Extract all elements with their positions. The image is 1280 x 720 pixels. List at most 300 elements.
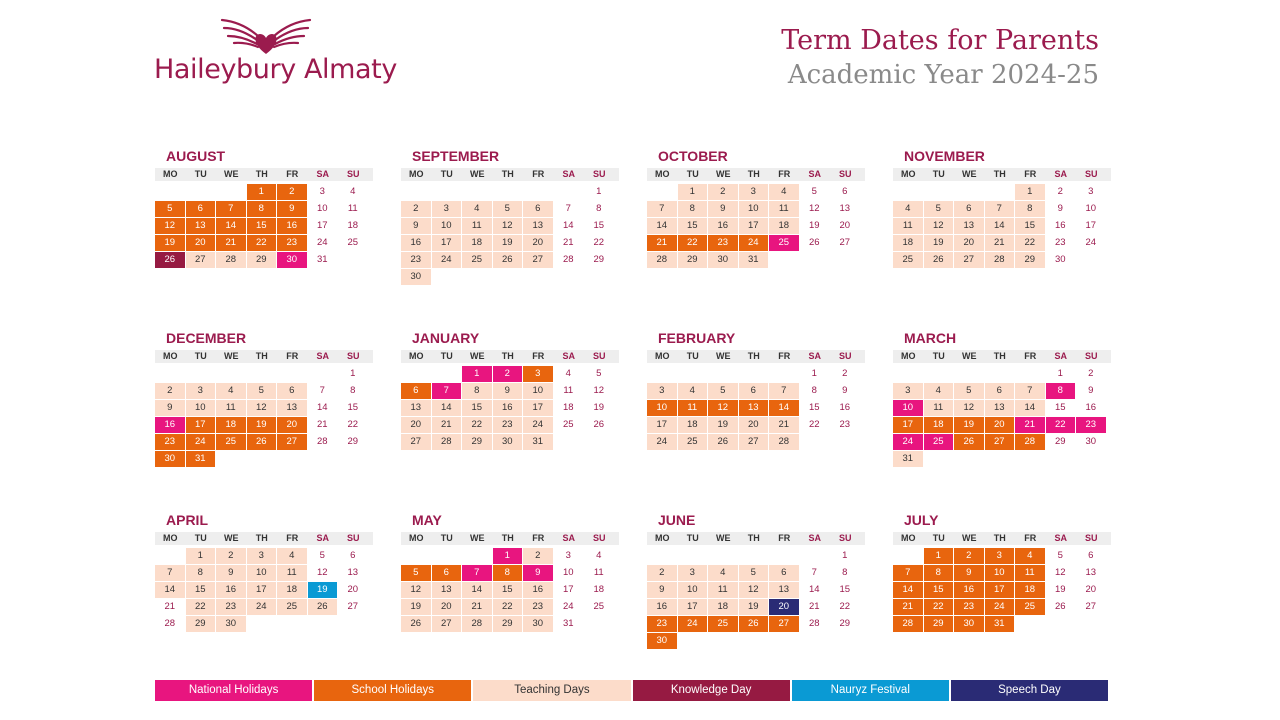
weekday-label: MO xyxy=(655,533,670,543)
weekday-label: MO xyxy=(409,533,424,543)
day-cell: 29 xyxy=(247,252,278,268)
week-row xyxy=(401,235,619,252)
day-cell: 18 xyxy=(277,582,308,598)
week-row xyxy=(155,235,373,252)
day-cell: 5 xyxy=(584,366,615,382)
day-cell: 28 xyxy=(462,616,493,632)
day-cell: 26 xyxy=(584,417,615,433)
week-row xyxy=(155,565,373,582)
day-cell: 13 xyxy=(830,201,861,217)
weekday-header xyxy=(401,350,619,363)
day-cell: 3 xyxy=(739,184,770,200)
day-cell: 23 xyxy=(277,235,308,251)
day-cell: 21 xyxy=(800,599,831,615)
empty-day-cell xyxy=(1015,366,1046,382)
day-cell: 12 xyxy=(800,201,831,217)
day-cell: 2 xyxy=(954,548,985,564)
weekday-label: TH xyxy=(255,169,268,179)
week-row xyxy=(401,400,619,417)
day-cell: 4 xyxy=(893,201,924,217)
day-cell: 17 xyxy=(678,599,709,615)
weekday-label: SU xyxy=(1084,169,1098,179)
month-name: JUNE xyxy=(658,512,696,528)
month-days xyxy=(401,184,619,286)
weekday-label: TH xyxy=(747,351,760,361)
day-cell: 19 xyxy=(155,235,186,251)
day-cell: 10 xyxy=(985,565,1016,581)
month-august xyxy=(155,146,373,269)
weekday-label: MO xyxy=(655,169,670,179)
empty-day-cell xyxy=(954,184,985,200)
weekday-label: FR xyxy=(286,169,299,179)
day-cell: 10 xyxy=(647,400,678,416)
week-row xyxy=(647,599,865,616)
day-cell: 3 xyxy=(308,184,339,200)
day-cell: 2 xyxy=(493,366,524,382)
day-cell: 13 xyxy=(523,218,554,234)
empty-day-cell xyxy=(401,548,432,564)
week-row xyxy=(647,383,865,400)
day-cell: 2 xyxy=(401,201,432,217)
day-cell: 27 xyxy=(186,252,217,268)
empty-day-cell xyxy=(1076,616,1107,632)
day-cell: 2 xyxy=(155,383,186,399)
empty-day-cell xyxy=(1015,616,1046,632)
day-cell: 7 xyxy=(554,201,585,217)
day-cell: 9 xyxy=(155,400,186,416)
weekday-label: SA xyxy=(562,351,575,361)
day-cell: 2 xyxy=(216,548,247,564)
empty-day-cell xyxy=(800,633,831,649)
weekday-label: TH xyxy=(501,351,514,361)
day-cell: 17 xyxy=(554,582,585,598)
week-row xyxy=(155,252,373,269)
day-cell: 1 xyxy=(186,548,217,564)
empty-day-cell xyxy=(277,616,308,632)
day-cell: 3 xyxy=(893,383,924,399)
weekday-label: MO xyxy=(163,533,178,543)
weekday-label: SA xyxy=(808,351,821,361)
day-cell: 10 xyxy=(432,218,463,234)
day-cell: 14 xyxy=(216,218,247,234)
day-cell: 23 xyxy=(155,434,186,450)
empty-day-cell xyxy=(247,451,278,467)
day-cell: 14 xyxy=(462,582,493,598)
day-cell: 16 xyxy=(493,400,524,416)
empty-day-cell xyxy=(708,548,739,564)
day-cell: 28 xyxy=(893,616,924,632)
week-row xyxy=(155,548,373,565)
week-row xyxy=(647,235,865,252)
day-cell: 12 xyxy=(584,383,615,399)
day-cell: 19 xyxy=(800,218,831,234)
week-row xyxy=(647,252,865,269)
day-cell: 29 xyxy=(493,616,524,632)
day-cell: 31 xyxy=(523,434,554,450)
week-row xyxy=(401,548,619,565)
day-cell: 7 xyxy=(155,565,186,581)
day-cell: 13 xyxy=(432,582,463,598)
day-cell: 27 xyxy=(985,434,1016,450)
day-cell: 2 xyxy=(647,565,678,581)
weekday-label: TH xyxy=(747,533,760,543)
weekday-label: SA xyxy=(1054,533,1067,543)
empty-day-cell xyxy=(216,366,247,382)
day-cell: 5 xyxy=(708,383,739,399)
day-cell: 24 xyxy=(1076,235,1107,251)
day-cell: 22 xyxy=(338,417,369,433)
month-january xyxy=(401,328,619,451)
day-cell: 21 xyxy=(1015,417,1046,433)
day-cell: 13 xyxy=(954,218,985,234)
day-cell: 24 xyxy=(523,417,554,433)
day-cell: 23 xyxy=(708,235,739,251)
day-cell: 24 xyxy=(985,599,1016,615)
day-cell: 11 xyxy=(1015,565,1046,581)
month-days xyxy=(647,184,865,269)
day-cell: 30 xyxy=(647,633,678,649)
day-cell: 23 xyxy=(401,252,432,268)
empty-day-cell xyxy=(800,434,831,450)
day-cell: 28 xyxy=(647,252,678,268)
day-cell: 30 xyxy=(1076,434,1107,450)
day-cell: 30 xyxy=(493,434,524,450)
empty-day-cell xyxy=(308,616,339,632)
day-cell: 30 xyxy=(401,269,432,285)
day-cell: 2 xyxy=(1076,366,1107,382)
empty-day-cell xyxy=(647,366,678,382)
empty-day-cell xyxy=(155,548,186,564)
week-row xyxy=(647,434,865,451)
day-cell: 27 xyxy=(954,252,985,268)
month-days xyxy=(155,366,373,468)
day-cell: 21 xyxy=(462,599,493,615)
weekday-header xyxy=(647,168,865,181)
weekday-label: TH xyxy=(501,533,514,543)
day-cell: 31 xyxy=(308,252,339,268)
day-cell: 17 xyxy=(308,218,339,234)
day-cell: 21 xyxy=(554,235,585,251)
empty-day-cell xyxy=(493,269,524,285)
day-cell: 16 xyxy=(216,582,247,598)
day-cell: 30 xyxy=(708,252,739,268)
empty-day-cell xyxy=(739,548,770,564)
week-row xyxy=(647,417,865,434)
day-cell: 8 xyxy=(584,201,615,217)
day-cell: 14 xyxy=(432,400,463,416)
day-cell: 25 xyxy=(338,235,369,251)
day-cell: 12 xyxy=(308,565,339,581)
day-cell: 22 xyxy=(800,417,831,433)
day-cell: 18 xyxy=(924,417,955,433)
weekday-label: FR xyxy=(532,533,545,543)
month-july xyxy=(893,510,1111,633)
day-cell: 17 xyxy=(523,400,554,416)
day-cell: 6 xyxy=(523,201,554,217)
weekday-label: SA xyxy=(316,169,329,179)
day-cell: 13 xyxy=(277,400,308,416)
week-row xyxy=(893,201,1111,218)
day-cell: 16 xyxy=(523,582,554,598)
day-cell: 21 xyxy=(893,599,924,615)
day-cell: 19 xyxy=(954,417,985,433)
day-cell: 4 xyxy=(1015,548,1046,564)
week-row xyxy=(647,616,865,633)
week-row xyxy=(647,201,865,218)
day-cell: 7 xyxy=(308,383,339,399)
day-cell: 30 xyxy=(216,616,247,632)
day-cell: 10 xyxy=(186,400,217,416)
empty-day-cell xyxy=(924,451,955,467)
week-row xyxy=(155,400,373,417)
day-cell: 20 xyxy=(338,582,369,598)
day-cell: 15 xyxy=(462,400,493,416)
day-cell: 29 xyxy=(1046,434,1077,450)
week-row xyxy=(401,599,619,616)
day-cell: 12 xyxy=(247,400,278,416)
month-december xyxy=(155,328,373,468)
day-cell: 22 xyxy=(584,235,615,251)
weekday-label: SA xyxy=(562,533,575,543)
day-cell: 21 xyxy=(216,235,247,251)
day-cell: 18 xyxy=(216,417,247,433)
weekday-label: TH xyxy=(993,533,1006,543)
day-cell: 23 xyxy=(216,599,247,615)
weekday-label: TH xyxy=(747,169,760,179)
month-name: APRIL xyxy=(166,512,208,528)
empty-day-cell xyxy=(647,548,678,564)
day-cell: 14 xyxy=(1015,400,1046,416)
week-row xyxy=(647,565,865,582)
day-cell: 16 xyxy=(830,400,861,416)
weekday-label: FR xyxy=(778,351,791,361)
week-row xyxy=(647,633,865,650)
month-days xyxy=(893,548,1111,633)
weekday-header xyxy=(155,350,373,363)
weekday-label: SA xyxy=(808,533,821,543)
empty-day-cell xyxy=(584,434,615,450)
day-cell: 29 xyxy=(338,434,369,450)
day-cell: 27 xyxy=(769,616,800,632)
day-cell: 19 xyxy=(739,599,770,615)
day-cell: 12 xyxy=(155,218,186,234)
week-row xyxy=(647,548,865,565)
day-cell: 4 xyxy=(338,184,369,200)
day-cell: 26 xyxy=(954,434,985,450)
day-cell: 15 xyxy=(830,582,861,598)
week-row xyxy=(401,383,619,400)
day-cell: 31 xyxy=(186,451,217,467)
weekday-label: SU xyxy=(592,351,606,361)
day-cell: 7 xyxy=(216,201,247,217)
day-cell: 27 xyxy=(277,434,308,450)
day-cell: 8 xyxy=(924,565,955,581)
weekday-label: FR xyxy=(286,351,299,361)
day-cell: 26 xyxy=(308,599,339,615)
day-cell: 17 xyxy=(647,417,678,433)
day-cell: 3 xyxy=(647,383,678,399)
day-cell: 1 xyxy=(462,366,493,382)
day-cell: 20 xyxy=(432,599,463,615)
empty-day-cell xyxy=(830,633,861,649)
day-cell: 4 xyxy=(924,383,955,399)
weekday-label: TU xyxy=(440,533,453,543)
weekday-header xyxy=(647,532,865,545)
week-row xyxy=(647,400,865,417)
day-cell: 10 xyxy=(739,201,770,217)
day-cell: 5 xyxy=(308,548,339,564)
day-cell: 21 xyxy=(769,417,800,433)
weekday-label: MO xyxy=(409,351,424,361)
day-cell: 15 xyxy=(493,582,524,598)
legend xyxy=(155,680,1110,701)
day-cell: 28 xyxy=(432,434,463,450)
month-october xyxy=(647,146,865,269)
day-cell: 23 xyxy=(493,417,524,433)
month-name: JANUARY xyxy=(412,330,480,346)
day-cell: 13 xyxy=(985,400,1016,416)
week-row xyxy=(893,400,1111,417)
day-cell: 18 xyxy=(1015,582,1046,598)
weekday-label: MO xyxy=(163,351,178,361)
day-cell: 23 xyxy=(830,417,861,433)
day-cell: 29 xyxy=(678,252,709,268)
day-cell: 10 xyxy=(247,565,278,581)
day-cell: 18 xyxy=(769,218,800,234)
page-title: Term Dates for Parents xyxy=(781,25,1099,56)
weekday-label: SU xyxy=(346,169,360,179)
day-cell: 11 xyxy=(216,400,247,416)
week-row xyxy=(893,235,1111,252)
weekday-label: TH xyxy=(255,533,268,543)
weekday-label: FR xyxy=(778,169,791,179)
weekday-label: SA xyxy=(808,169,821,179)
legend-item: Nauryz Festival xyxy=(792,680,951,701)
weekday-header xyxy=(893,168,1111,181)
day-cell: 26 xyxy=(155,252,186,268)
day-cell: 14 xyxy=(985,218,1016,234)
day-cell: 25 xyxy=(1015,599,1046,615)
weekday-label: FR xyxy=(1024,351,1037,361)
day-cell: 11 xyxy=(924,400,955,416)
weekday-label: FR xyxy=(1024,533,1037,543)
weekday-label: MO xyxy=(901,169,916,179)
legend-item: Teaching Days xyxy=(473,680,632,701)
legend-item: Knowledge Day xyxy=(633,680,792,701)
empty-day-cell xyxy=(155,184,186,200)
day-cell: 25 xyxy=(678,434,709,450)
day-cell: 20 xyxy=(401,417,432,433)
day-cell: 3 xyxy=(678,565,709,581)
day-cell: 5 xyxy=(401,565,432,581)
day-cell: 7 xyxy=(893,565,924,581)
day-cell: 7 xyxy=(462,565,493,581)
month-days xyxy=(893,366,1111,468)
day-cell: 29 xyxy=(924,616,955,632)
empty-day-cell xyxy=(186,366,217,382)
day-cell: 8 xyxy=(1046,383,1077,399)
day-cell: 19 xyxy=(401,599,432,615)
weekday-label: WE xyxy=(716,169,731,179)
school-name: Haileybury Almaty xyxy=(154,54,397,85)
month-days xyxy=(155,184,373,269)
day-cell: 7 xyxy=(769,383,800,399)
week-row xyxy=(893,218,1111,235)
day-cell: 13 xyxy=(401,400,432,416)
day-cell: 12 xyxy=(739,582,770,598)
day-cell: 17 xyxy=(432,235,463,251)
day-cell: 15 xyxy=(1046,400,1077,416)
title-block xyxy=(781,24,1099,92)
day-cell: 25 xyxy=(769,235,800,251)
day-cell: 9 xyxy=(647,582,678,598)
day-cell: 11 xyxy=(769,201,800,217)
day-cell: 24 xyxy=(186,434,217,450)
day-cell: 11 xyxy=(554,383,585,399)
day-cell: 13 xyxy=(739,400,770,416)
month-name: SEPTEMBER xyxy=(412,148,500,164)
week-row xyxy=(155,451,373,468)
day-cell: 22 xyxy=(924,599,955,615)
day-cell: 24 xyxy=(432,252,463,268)
weekday-label: TU xyxy=(932,351,945,361)
day-cell: 12 xyxy=(401,582,432,598)
week-row xyxy=(155,434,373,451)
empty-day-cell xyxy=(769,252,800,268)
empty-day-cell xyxy=(1015,451,1046,467)
day-cell: 21 xyxy=(308,417,339,433)
day-cell: 3 xyxy=(432,201,463,217)
empty-day-cell xyxy=(247,616,278,632)
day-cell: 19 xyxy=(708,417,739,433)
weekday-header xyxy=(647,350,865,363)
day-cell: 8 xyxy=(186,565,217,581)
day-cell: 25 xyxy=(554,417,585,433)
day-cell: 21 xyxy=(985,235,1016,251)
weekday-label: TH xyxy=(993,169,1006,179)
empty-day-cell xyxy=(554,269,585,285)
week-row xyxy=(893,451,1111,468)
day-cell: 11 xyxy=(462,218,493,234)
day-cell: 2 xyxy=(830,366,861,382)
day-cell: 19 xyxy=(924,235,955,251)
day-cell: 2 xyxy=(1046,184,1077,200)
day-cell: 26 xyxy=(247,434,278,450)
empty-day-cell xyxy=(739,633,770,649)
week-row xyxy=(893,434,1111,451)
week-row xyxy=(401,218,619,235)
week-row xyxy=(893,383,1111,400)
day-cell: 9 xyxy=(216,565,247,581)
day-cell: 27 xyxy=(1076,599,1107,615)
day-cell: 19 xyxy=(493,235,524,251)
day-cell: 23 xyxy=(1046,235,1077,251)
month-november xyxy=(893,146,1111,269)
day-cell: 4 xyxy=(678,383,709,399)
day-cell: 29 xyxy=(584,252,615,268)
day-cell: 17 xyxy=(247,582,278,598)
day-cell: 2 xyxy=(708,184,739,200)
empty-day-cell xyxy=(1076,451,1107,467)
week-row xyxy=(893,599,1111,616)
day-cell: 2 xyxy=(523,548,554,564)
day-cell: 2 xyxy=(277,184,308,200)
day-cell: 18 xyxy=(893,235,924,251)
weekday-label: WE xyxy=(470,169,485,179)
week-row xyxy=(893,252,1111,269)
day-cell: 1 xyxy=(1046,366,1077,382)
month-days xyxy=(647,548,865,650)
